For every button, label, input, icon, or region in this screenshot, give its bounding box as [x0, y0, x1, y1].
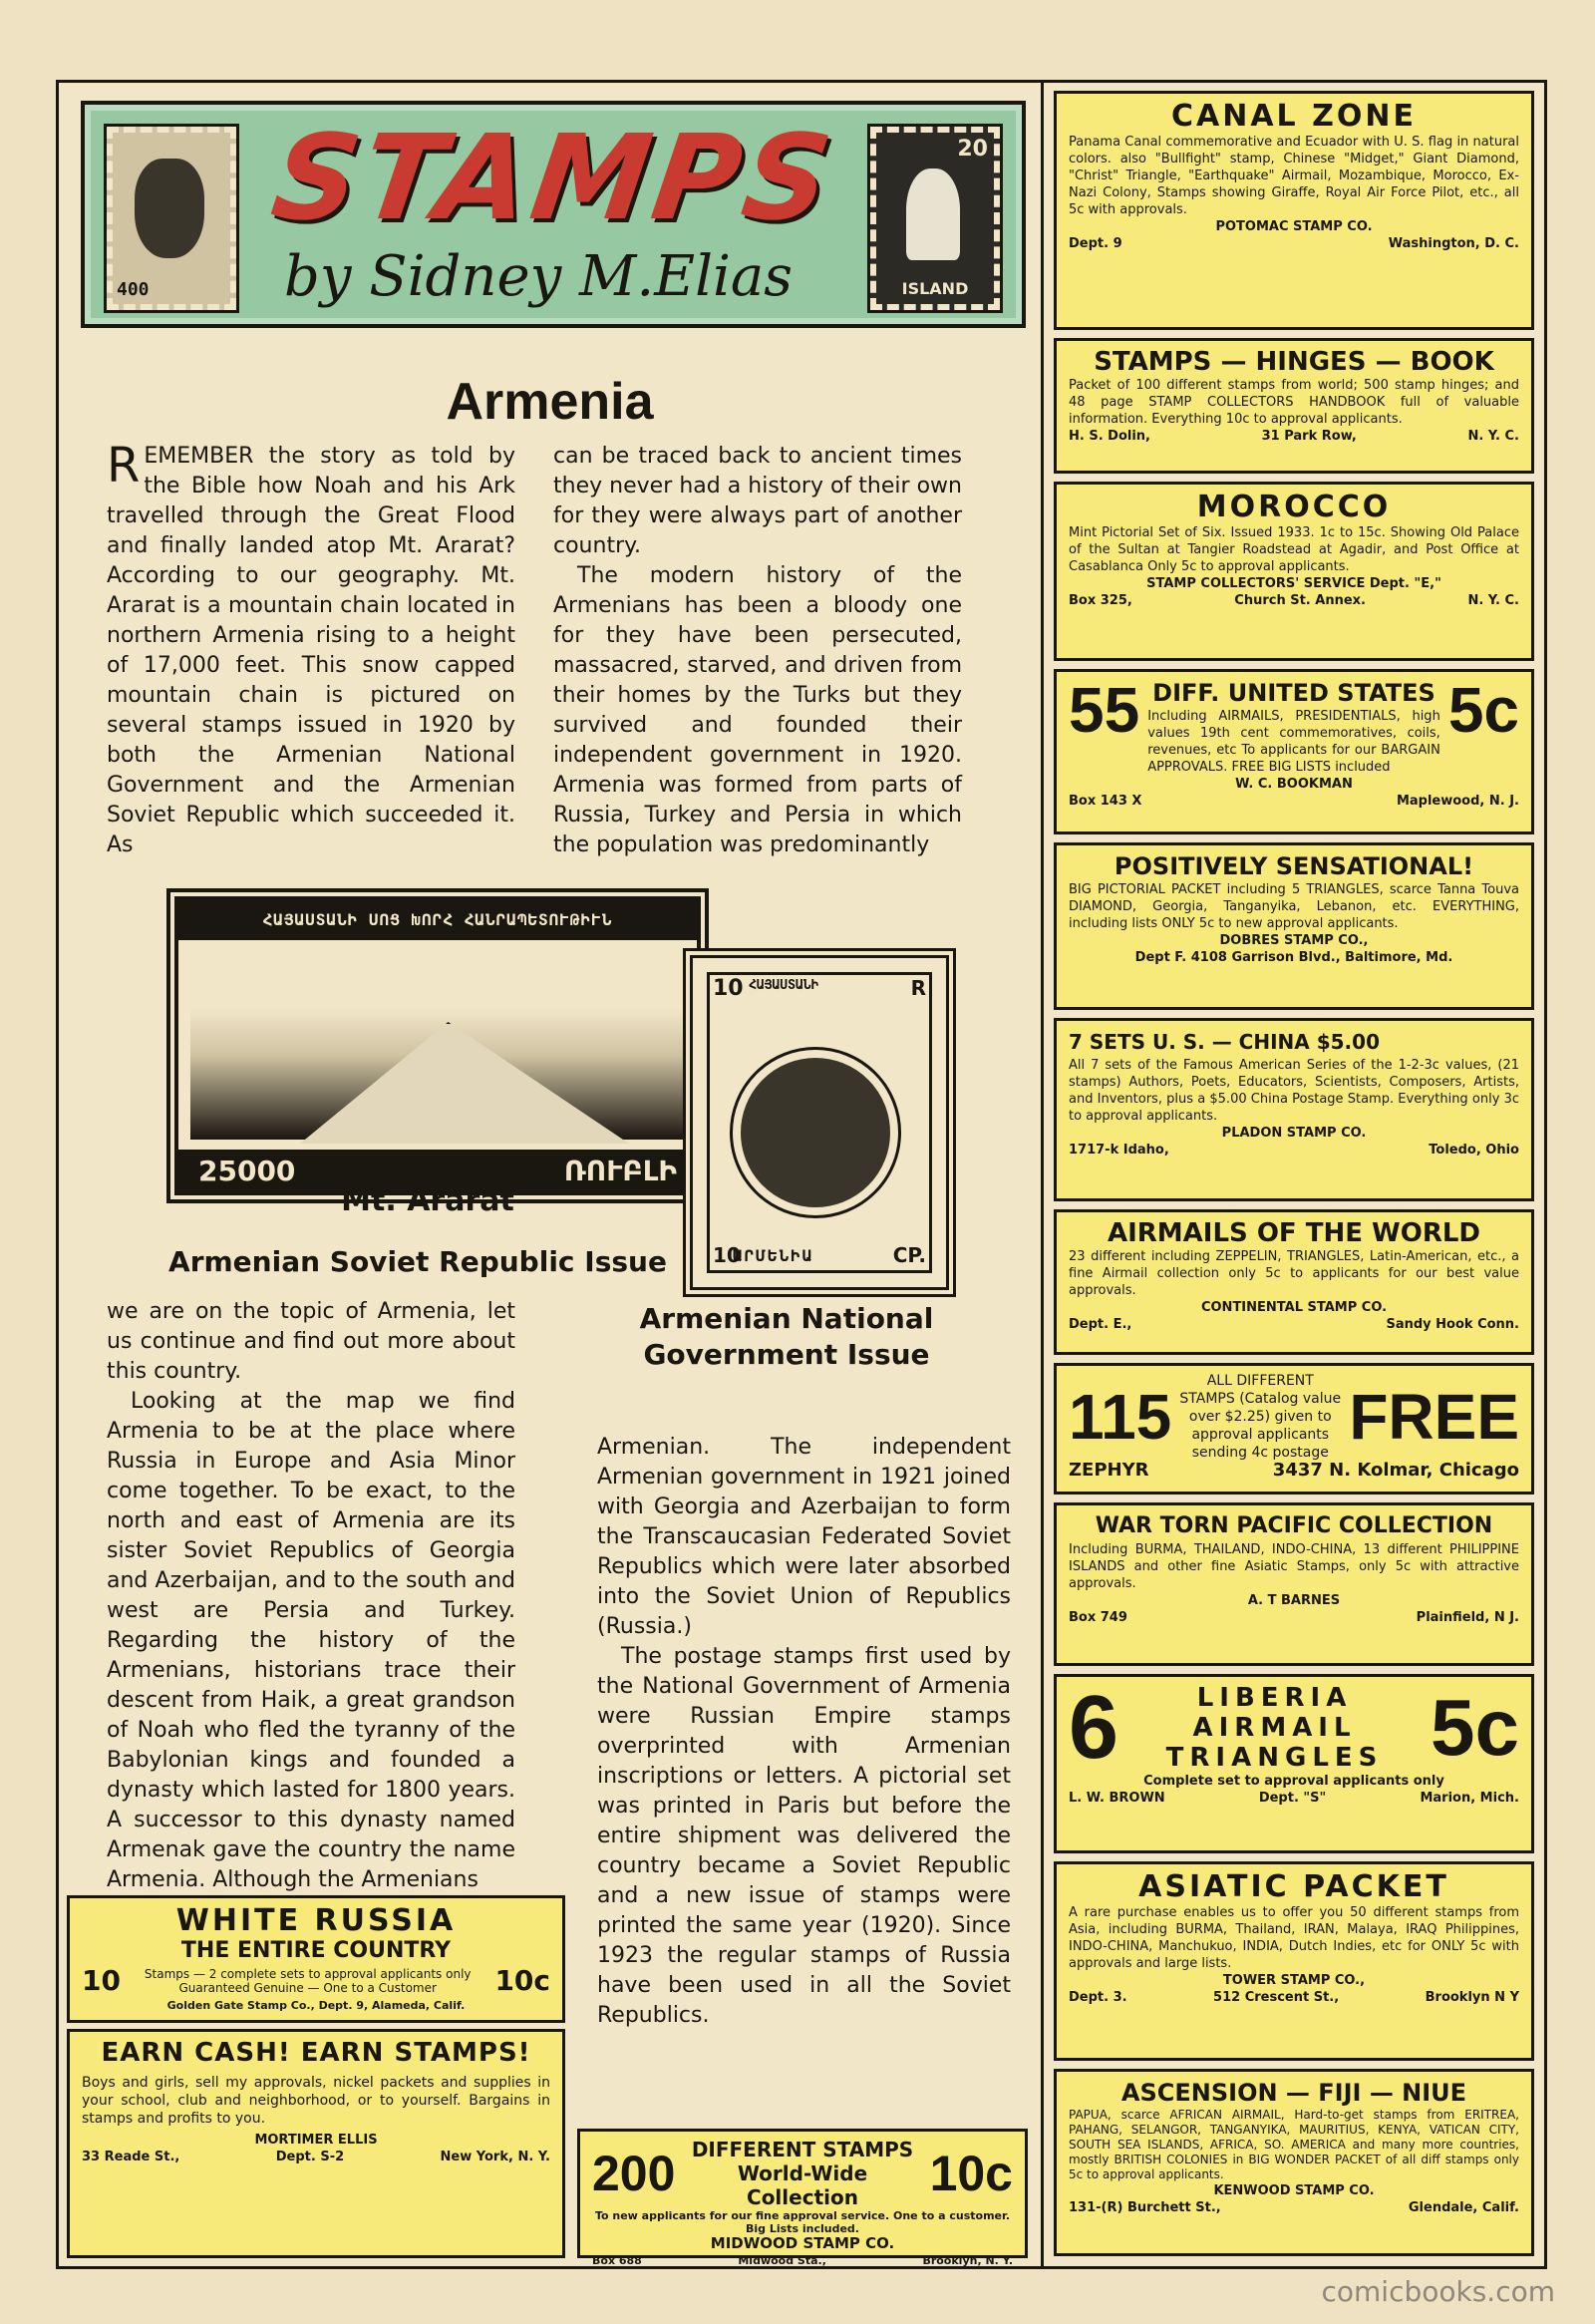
ad-hinges-name: H. S. Dolin, — [1069, 429, 1150, 444]
ad-free-address: 3437 N. Kolmar, Chicago — [1272, 1460, 1519, 1481]
ad-us-count: 55 — [1069, 674, 1140, 746]
ad-seven-sets-body: All 7 sets of the Famous American Series of the 1-2-3c values, (21 stamps) Authors, Poets, Educators, Scientists, Composers, Artists, and Inventors, plus a $5.00 China Postage Stamp. Everything only 3c to approval applicants. — [1069, 1058, 1519, 1124]
eagle-emblem-icon — [733, 1050, 898, 1215]
ad-earn-cash-city: New York, N. Y. — [440, 2150, 550, 2164]
ad-war-torn-company: A. T BARNES — [1247, 1593, 1341, 1608]
left-banner-stamp — [107, 127, 236, 310]
ad-liberia-price: 5c — [1431, 1683, 1519, 1772]
ararat-stamp-inscription: ՀԱՅԱՍՏԱՆԻ ՍՈՑ ԽՈՐՀ ՀԱՆՐԱՊԵՏՈՒԹԻՒՆ — [178, 900, 697, 940]
ad-canal-zone — [1054, 91, 1534, 330]
right-stamp-bottom: ISLAND — [901, 279, 969, 298]
ad-liberia-city: Marion, Mich. — [1420, 1791, 1519, 1806]
ad-sensational-body: BIG PICTORIAL PACKET including 5 TRIANGLES, scarce Tanna Touva DIAMOND, Georgia, Tanganyika, Lebanon, etc. EVERYTHING, including lists ONLY 5c to new approval applicants. — [1069, 882, 1519, 931]
ad-liberia — [1054, 1674, 1534, 1853]
ad-asiatic-body: A rare purchase enables us to offer you 50 different stamps from Asia, including BURMA, Thailand, IRAN, Malaya, IRAQ Philippines, INDO-CHINA, Manchukuo, INDIA, Dutch Indies, etc for ONLY 5c with approvals and large lists. — [1069, 1905, 1519, 1971]
ad-liberia-count: 6 — [1069, 1678, 1119, 1778]
magazine-page — [56, 80, 1547, 2269]
ad-us-box: Box 143 X — [1069, 794, 1142, 809]
geyser-icon — [906, 168, 960, 260]
ad-free-115 — [1054, 1363, 1534, 1494]
ad-ascension-address: 131-(R) Burchett St., — [1069, 2200, 1221, 2215]
ad-asiatic — [1054, 1861, 1534, 2061]
ad-liberia-dept: Dept. "S" — [1258, 1791, 1327, 1806]
ad-us-body: Including AIRMAILS, PRESIDENTIALS, high values 19th cent commemoratives, coils, revenues, etc To applicants for our BARGAIN APPROVALS. FREE BIG LISTS included — [1147, 709, 1440, 775]
ad-midwood-price: 10c — [929, 2146, 1013, 2201]
ad-morocco-city: N. Y. C. — [1467, 593, 1519, 608]
ad-canal-zone-title: CANAL ZONE — [1171, 99, 1417, 134]
natl-stamp-value-tl: 10 — [713, 976, 744, 1001]
ad-midwood-city: Brooklyn, N. Y. — [922, 2254, 1013, 2267]
ad-seven-sets-company: PLADON STAMP CO. — [1221, 1126, 1367, 1141]
natl-stamp-letter: R — [910, 976, 926, 1000]
ad-war-torn-city: Plainfield, N J. — [1416, 1610, 1519, 1625]
ad-earn-cash-address: 33 Reade St., — [82, 2150, 180, 2164]
ad-airmails — [1054, 1209, 1534, 1355]
ad-free-label: FREE — [1349, 1381, 1519, 1453]
ad-sensational-company: DOBRES STAMP CO., — [1219, 933, 1369, 948]
ad-war-torn-title: WAR TORN PACIFIC COLLECTION — [1095, 1513, 1493, 1538]
ad-midwood-title: DIFFERENT STAMPS — [691, 2138, 914, 2161]
col2-p2: The modern history of the Armenians has been a bloody one for they have been persecuted, massacred, starved, and driven from their homes by the Turks but they survived and founded their independent government in 1920. Armenia was formed from parts of Russia, Turkey and Persia in which the population was predominantly — [553, 563, 962, 857]
ad-seven-sets — [1054, 1018, 1534, 1201]
mountain-icon — [300, 1022, 629, 1144]
drop-cap: R — [107, 438, 141, 494]
ad-war-torn-body: Including BURMA, THAILAND, INDO-CHINA, 13 different PHILIPPINE ISLANDS and other fine Asiatic Stamps, only 5c with attractive approvals. — [1069, 1542, 1519, 1591]
article-col-4 — [597, 1433, 1011, 2031]
article-title: Armenia — [446, 373, 654, 431]
ad-morocco-company: STAMP COLLECTORS' SERVICE Dept. "E," — [1146, 576, 1441, 591]
ad-morocco-title: MOROCCO — [1196, 490, 1392, 524]
article-column — [59, 83, 1044, 2266]
article-col-1 — [107, 438, 515, 860]
col4-p1: Armenian. The independent Armenian government in 1921 joined with Georgia and Azerbaijan to form the Transcaucasian Federated Soviet Republics which were later absorbed into the Soviet Union of Republics (Russia.) — [597, 1435, 1011, 1639]
col3-p2: Looking at the map we find Armenia to be at the place where Russia in Europe and Asia Minor come together. To be exact, to the north and east of Armenia are its sister Soviet Republics of Georgia and Azerbaijan, and to the south and west are Persia and Turkey. Regarding the history of the Armenians, historians trace their descent from Haik, a great grandson of Noah who fled the tyranny of the Babylonian kings and founded a dynasty which lasted for 1800 years. A successor to this dynasty named Armenak gave the country the name Armenia. Although the Armenians — [107, 1389, 515, 1892]
ad-midwood-station: Midwood Sta., — [738, 2254, 826, 2267]
mt-ararat-stamp — [166, 888, 709, 1203]
ad-liberia-line2: AIRMAIL — [1192, 1713, 1357, 1743]
ad-asiatic-title: ASIATIC PACKET — [1138, 1869, 1449, 1904]
ad-canal-zone-dept: Dept. 9 — [1069, 236, 1122, 251]
caption-ararat: Mt. Ararat — [341, 1183, 514, 1218]
natl-stamp-country: ԱՐՄԵՆԻԱ — [733, 1246, 814, 1265]
ad-canal-zone-city: Washington, D. C. — [1388, 236, 1519, 251]
article-col-2 — [553, 442, 962, 860]
right-banner-stamp — [870, 127, 1000, 310]
col4-p2: The postage stamps first used by the National Government of Armenia were Russian Empire stamps overprinted with Armenian inscriptions or letters. A pictorial set was printed in Paris but before the entire shipment was delivered the country became a Soviet Republic and a new issue of stamps were printed the same year (1920). Since 1923 the regular stamps of Russia have been used in all the Soviet Republics. — [597, 1644, 1011, 2028]
ad-earn-cash-company: MORTIMER ELLIS — [254, 2133, 378, 2148]
ad-hinges-body: Packet of 100 different stamps from world; 500 stamp hinges; and 48 page STAMP COLLECTORS HANDBOOK full of valuable information. Everything 10c to approval applicants. — [1069, 378, 1519, 427]
ad-ascension-title: ASCENSION — FIJI — NIUE — [1120, 2079, 1467, 2107]
ad-midwood-body: To new applicants for our fine approval service. One to a customer. Big Lists included. — [594, 2209, 1011, 2235]
natl-stamp-cur: CP. — [892, 1243, 926, 1267]
ad-asiatic-company: TOWER STAMP CO., — [1222, 1973, 1366, 1988]
caption-soviet: Armenian Soviet Republic Issue — [168, 1245, 667, 1278]
ad-airmails-body: 23 different including ZEPPELIN, TRIANGLES, Latin-American, etc., a fine Airmail collection only 5c to applicants for our best value approvals. — [1069, 1249, 1519, 1298]
ad-white-russia-count: 10 — [82, 1964, 121, 1997]
ad-liberia-name: L. W. BROWN — [1069, 1791, 1165, 1806]
ad-asiatic-street: 512 Crescent St., — [1213, 1990, 1340, 2005]
ad-free-company: ZEPHYR — [1069, 1460, 1149, 1481]
ad-hinges-city: N. Y. C. — [1467, 429, 1519, 444]
ad-white-russia-title: WHITE RUSSIA — [175, 1903, 457, 1938]
ad-ascension-company: KENWOOD STAMP CO. — [1213, 2183, 1375, 2198]
ad-earn-cash-dept: Dept. S-2 — [275, 2150, 345, 2164]
national-government-stamp — [683, 948, 956, 1297]
ad-canal-zone-body: Panama Canal commemorative and Ecuador with U. S. flag in natural colors. also "Bullfight" stamp, Chinese "Midget," Giant Diamond, "Christ" Triangle, "Earthquake" Airmail, Mozambique, Morocco, Ex-Nazi Colony, Stamps showing Giraffe, Royal Air Force Pilot, etc., all 5c with approvals. — [1069, 135, 1519, 217]
ad-midwood-box: Box 688 — [592, 2254, 642, 2267]
article-col-3 — [107, 1297, 515, 1895]
site-credit: comicbooks.com — [1321, 2275, 1555, 2308]
ad-midwood-subtitle: World-Wide Collection — [737, 2161, 868, 2209]
ad-asiatic-city: Brooklyn N Y — [1425, 1990, 1519, 2005]
ad-white-russia — [67, 1895, 565, 2023]
ad-airmails-dept: Dept. E., — [1069, 1317, 1132, 1332]
ad-free-count: 115 — [1069, 1381, 1172, 1453]
ad-white-russia-price: 10c — [494, 1964, 550, 1997]
ad-asiatic-dept: Dept. 3. — [1069, 1990, 1127, 2005]
ad-united-states — [1054, 669, 1534, 834]
ad-white-russia-subtitle: THE ENTIRE COUNTRY — [180, 1938, 452, 1963]
ararat-scene — [190, 952, 685, 1140]
banner-byline: by Sidney M.Elias — [284, 244, 794, 309]
ad-morocco-body: Mint Pictorial Set of Six. Issued 1933. 1c to 15c. Showing Old Palace of the Sultan at Tangier Roadstead at Agadir, and Post Office at Casablanca Only 5c to approval applicants. — [1069, 525, 1519, 574]
ad-white-russia-body: Stamps — 2 complete sets to approval applicants only Guaranteed Genuine — One to a Customer — [144, 1966, 472, 1995]
col2-p1: can be traced back to ancient times they never had a history of their own for they were always part of another country. — [553, 444, 962, 558]
advertisement-column — [1044, 83, 1544, 2266]
ad-ascension — [1054, 2069, 1534, 2256]
ad-earn-cash — [67, 2029, 565, 2258]
ad-liberia-line1: LIBERIA — [1196, 1683, 1353, 1713]
ad-airmails-city: Sandy Hook Conn. — [1386, 1317, 1519, 1332]
banner-title: STAMPS — [264, 109, 843, 246]
ad-sensational — [1054, 842, 1534, 1010]
ad-sensational-address: Dept F. 4108 Garrison Blvd., Baltimore, Md. — [1134, 950, 1453, 965]
ad-airmails-company: CONTINENTAL STAMP CO. — [1200, 1300, 1388, 1315]
ad-hinges-street: 31 Park Row, — [1261, 429, 1357, 444]
ad-war-torn-box: Box 749 — [1069, 1610, 1127, 1625]
ad-seven-sets-city: Toledo, Ohio — [1429, 1143, 1519, 1158]
ad-liberia-line3: TRIANGLES — [1165, 1743, 1384, 1773]
ad-free-body: ALL DIFFERENT STAMPS (Catalog value over $2.25) given to approval applicants sending 4c postage — [1179, 1373, 1342, 1461]
ad-us-price: 5c — [1447, 674, 1519, 746]
ad-us-company: W. C. BOOKMAN — [1235, 777, 1353, 792]
ad-ascension-body: PAPUA, scarce AFRICAN AIRMAIL, Hard-to-get stamps from ERITREA, PAHANG, SELANGOR, TANGANYIKA, MAURITIUS, KENYA, VATICAN CITY, SOUTH SEA ISLANDS, AFRICA, SO. AMERICA and many more countries, mostly BRITISH COLONIES in BIG WONDER PACKET of all diff stamps only 5c to approval applicants. — [1069, 2108, 1519, 2181]
ararat-stamp-value: 25000 — [198, 1154, 296, 1187]
stamps-banner — [81, 101, 1026, 328]
ad-airmails-title: AIRMAILS OF THE WORLD — [1107, 1218, 1480, 1248]
ad-morocco-box: Box 325, — [1069, 593, 1132, 608]
portrait-icon — [135, 159, 204, 258]
ad-liberia-body: Complete set to approval applicants only — [1143, 1774, 1444, 1789]
ad-us-city: Maplewood, N. J. — [1396, 794, 1519, 809]
ad-war-torn — [1054, 1502, 1534, 1666]
ad-hinges — [1054, 338, 1534, 474]
ad-morocco — [1054, 482, 1534, 661]
right-stamp-top: 20 — [957, 137, 988, 162]
natl-stamp-inscription: ՀԱՅԱՍՏԱՆԻ — [749, 978, 819, 993]
ad-canal-zone-company: POTOMAC STAMP CO. — [1215, 219, 1373, 234]
ad-white-russia-company: Golden Gate Stamp Co., Dept. 9, Alameda, Calif. — [166, 1999, 466, 2012]
ad-midwood-company: MIDWOOD STAMP CO. — [710, 2234, 895, 2252]
left-stamp-value: 400 — [117, 279, 150, 300]
col1-text: EMEMBER the story as told by the Bible how Noah and his Ark travelled through the Great Flood and finally landed atop Mt. Ararat? According to our geography. Mt. Ararat is a mountain chain located in northern Armenia rising to a height of 17,000 feet. This snow capped mountain chain is pictured on several stamps issued in 1920 by both the Armenian National Government and the Armenian Soviet Republic which succeeded it. As — [107, 444, 515, 857]
ad-seven-sets-title: 7 SETS U. S. — CHINA $5.00 — [1069, 1030, 1380, 1054]
ad-midwood — [577, 2129, 1028, 2267]
caption-national: Armenian National Government Issue — [639, 1302, 934, 1371]
ararat-stamp-currency: ՌՈՒԲԼԻ — [563, 1154, 677, 1187]
ad-midwood-count: 200 — [592, 2146, 676, 2201]
ad-us-title: DIFF. UNITED STATES — [1152, 679, 1436, 707]
ad-morocco-annex: Church St. Annex. — [1234, 593, 1366, 608]
ad-ascension-city: Glendale, Calif. — [1408, 2200, 1519, 2215]
ad-hinges-title: STAMPS — HINGES — BOOK — [1094, 347, 1494, 377]
col3-p1: we are on the topic of Armenia, let us continue and find out more about this country. — [107, 1299, 515, 1384]
ad-earn-cash-body: Boys and girls, sell my approvals, nickel packets and supplies in your school, club and neighborhood, or to yourself. Bargains in stamps and profits to you. — [82, 2075, 550, 2127]
ad-sensational-title: POSITIVELY SENSATIONAL! — [1114, 852, 1474, 880]
ad-seven-sets-address: 1717-k Idaho, — [1069, 1143, 1169, 1158]
natl-stamp-value-bl: 10 — [713, 1243, 741, 1267]
ad-earn-cash-title: EARN CASH! EARN STAMPS! — [101, 2038, 531, 2068]
